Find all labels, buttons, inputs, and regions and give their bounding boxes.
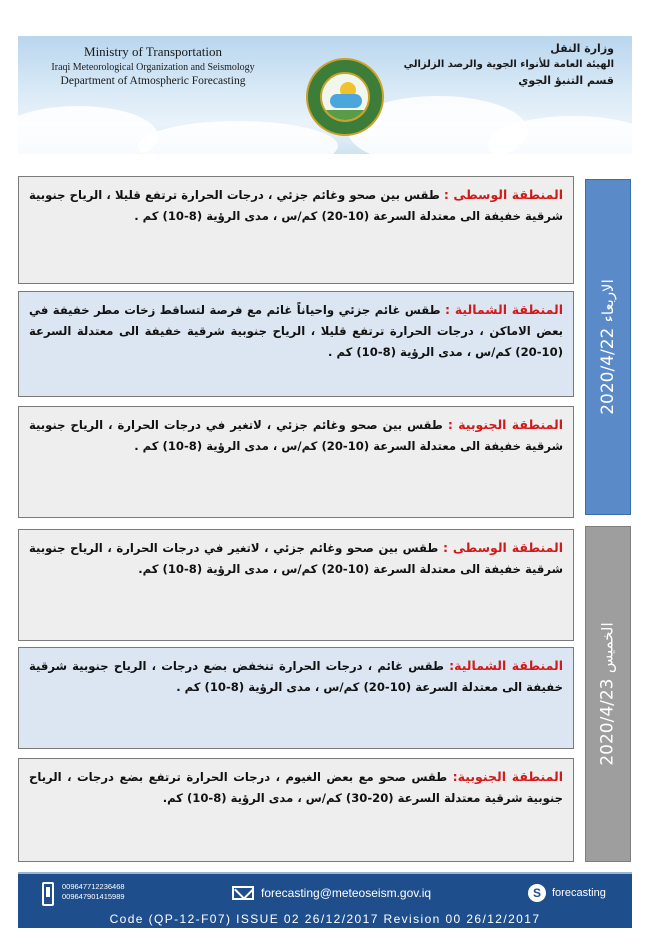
region-text: طقس بين صحو وغائم جزئي ، لاتغير في درجات الحرارة ، الرياح جنوبية شرقية خفيفة الى معتدلة السرعة (10-20) كم/س ، مدى الرؤية (8-10) كم . xyxy=(29,418,563,453)
region-south-day1 xyxy=(18,406,574,518)
logo-emblem xyxy=(320,72,370,122)
region-north-day1 xyxy=(18,291,574,397)
organization-logo xyxy=(306,58,384,136)
region-text: طقس غائم ، درجات الحرارة تنخفض بضع درجات ، الرياح جنوبية شرقية خفيفة الى معتدلة السرعة (10-20) كم/س ، مدى الرؤية (8-10) كم . xyxy=(29,659,563,694)
phone-number-2: 009647901415989 xyxy=(62,892,125,901)
department-ar: قسم التنبؤ الجوي xyxy=(518,74,614,87)
region-central-day2 xyxy=(18,529,574,641)
skype-icon: S xyxy=(528,884,546,902)
region-text: طقس بين صحو وغائم جزئي ، درجات الحرارة ترتفع قليلا ، الرياح جنوبية شرقية خفيفة الى معتدلة السرعة (10-20) كم/س ، مدى الرؤية (8-10) كم . xyxy=(29,188,563,223)
region-name: المنطقة الشمالية : xyxy=(445,302,563,317)
region-name: المنطقة الوسطى : xyxy=(442,540,563,555)
region-text: طقس غائم جزئي واحياناً غائم مع فرصة لتساقط زخات مطر خفيفة في بعض الاماكن ، درجات الحرارة ترتفع قليلا ، الرياح جنوبية شرقية خفيفة الى معتدلة السرعة (10-20) كم/س ، مدى الرؤية (8-10) كم . xyxy=(29,303,563,359)
cloud-icon xyxy=(330,94,362,108)
organization-en: Iraqi Meteorological Organization and Seismology xyxy=(51,62,255,73)
phone-icon xyxy=(42,882,54,906)
land-icon xyxy=(322,110,370,122)
header-english xyxy=(38,44,268,87)
ministry-en: Ministry of Transportation xyxy=(84,44,222,59)
header-arabic xyxy=(403,42,614,87)
region-north-day2 xyxy=(18,647,574,749)
organization-ar: الهيئة العامة للأنواء الجوية والرصد الزلزالي xyxy=(403,59,614,70)
day-bar-thursday xyxy=(585,526,631,862)
phone-numbers xyxy=(62,882,125,902)
day-name: الخميس xyxy=(599,622,618,674)
day-bar-wednesday xyxy=(585,179,631,515)
email-link[interactable]: forecasting@meteoseism.gov.iq xyxy=(261,886,432,900)
phone-number-1: 009647712236468 xyxy=(62,882,125,891)
region-text: طقس بين صحو وغائم جزئي ، لاتغير في درجات الحرارة ، الرياح جنوبية شرقية خفيفة الى معتدلة السرعة (10-20) كم/س ، مدى الرؤية (8-10) كم. xyxy=(29,541,563,576)
region-name: المنطقة الشمالية: xyxy=(449,658,563,673)
department-en: Department of Atmospheric Forecasting xyxy=(60,75,246,87)
region-name: المنطقة الجنوبية : xyxy=(447,417,563,432)
region-south-day2 xyxy=(18,758,574,862)
region-name: المنطقة الجنوبية: xyxy=(452,769,563,784)
day-date: 2020/4/23 xyxy=(598,678,619,766)
skype-handle[interactable]: forecasting xyxy=(552,887,606,899)
footer-bar xyxy=(18,872,632,928)
cloud-decoration xyxy=(138,121,338,154)
day-label xyxy=(598,622,618,765)
day-date: 2020/4/22 xyxy=(598,327,618,415)
cloud-decoration xyxy=(18,106,158,154)
region-name: المنطقة الوسطى : xyxy=(443,187,563,202)
mail-icon xyxy=(232,886,254,900)
document-code: Code (QP-12-F07) ISSUE 02 26/12/2017 Revision 00 26/12/2017 xyxy=(109,912,541,926)
region-central-day1 xyxy=(18,176,574,284)
header-banner xyxy=(18,36,632,154)
ministry-ar: وزارة النقل xyxy=(550,42,614,55)
day-label xyxy=(598,279,618,415)
region-text: طقس صحو مع بعض الغيوم ، درجات الحرارة ترتفع بضع درجات ، الرياح جنوبية شرقية معتدلة السرعة (20-30) كم/س ، مدى الرؤية (8-10) كم. xyxy=(29,770,563,805)
day-name: الاربعاء xyxy=(599,279,617,323)
